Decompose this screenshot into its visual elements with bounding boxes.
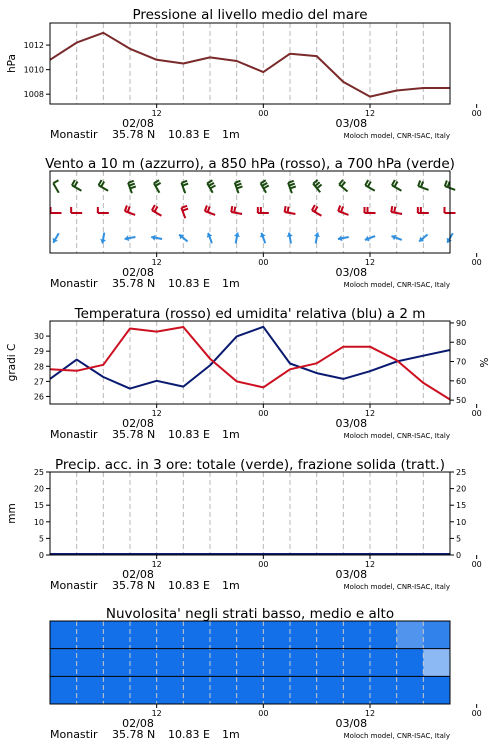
y-tick-label: 1010 <box>23 65 44 75</box>
x-tick-label: 00 <box>471 709 482 718</box>
wind-barb-flag <box>418 180 420 186</box>
x-tick-label: 00 <box>471 109 482 118</box>
station-name: Monastir <box>50 128 98 141</box>
cloud-cell <box>370 621 397 649</box>
x-tick-label: 12 <box>151 258 162 267</box>
y2-tick-label: 90 <box>456 318 467 328</box>
wind-barb <box>260 233 266 243</box>
y-tick-label: 20 <box>33 484 44 494</box>
cloud-cell <box>77 621 104 649</box>
x-date-label: 03/08 <box>335 568 368 581</box>
wind-barb <box>418 180 428 189</box>
model-credit: Moloch model, CNR-ISAC, Italy <box>343 281 450 289</box>
model-credit: Moloch model, CNR-ISAC, Italy <box>343 132 450 140</box>
cloud-cell <box>370 676 397 704</box>
wind-barb <box>179 234 187 241</box>
wind-barb <box>392 180 402 191</box>
station-lat: 35.78 N <box>112 128 156 141</box>
x-tick-label: 12 <box>151 109 162 118</box>
cloud-cell <box>130 621 157 649</box>
x-tick-label: 00 <box>258 409 269 418</box>
wind-barb-flag <box>290 186 296 188</box>
wind-arrow-head <box>234 233 240 237</box>
y-tick-label: 0 <box>38 551 44 560</box>
wind-barb <box>99 180 109 191</box>
wind-barb <box>72 180 82 191</box>
cloud-cell <box>263 621 290 649</box>
wind-barb-flag <box>101 182 104 187</box>
wind-barb-flag <box>208 207 210 213</box>
cloud-cell <box>317 621 344 649</box>
y-tick-label: 1008 <box>23 90 44 100</box>
cloud-cell <box>237 649 264 677</box>
wind-barb-flag <box>205 205 207 211</box>
x-date-label: 02/08 <box>122 568 154 581</box>
cloud-cell <box>183 649 210 677</box>
wind-barb-flag <box>288 207 289 213</box>
station-lon: 10.83 E <box>168 728 210 741</box>
x-date-label: 03/08 <box>335 266 368 279</box>
cloud-cell <box>183 676 210 704</box>
y2-tick-label: 60 <box>456 376 467 386</box>
wind-barb-flag <box>338 205 340 211</box>
y-axis-label: gradi C <box>6 343 18 382</box>
x-date-label: 03/08 <box>335 717 368 730</box>
wind-barb <box>313 180 321 192</box>
wind-barb <box>100 233 106 244</box>
station-lat: 35.78 N <box>112 728 156 741</box>
pressure-line <box>50 33 450 97</box>
cloud-cell <box>290 649 317 677</box>
wind-barb-flag <box>448 182 450 188</box>
panel-title-clouds: Nuvolosita' negli strati basso, medio e alto <box>105 606 395 622</box>
wind-arrow-head <box>338 235 342 241</box>
wind-barb <box>53 180 59 193</box>
wind-barb-flag <box>368 182 371 187</box>
cloud-cell <box>290 676 317 704</box>
cloud-cell <box>397 649 424 677</box>
cloud-cell <box>397 621 424 649</box>
cloud-cell <box>50 621 77 649</box>
y-tick-label: 26 <box>33 392 44 402</box>
wind-barb-flag <box>261 180 266 183</box>
wind-barb-flag <box>395 182 398 187</box>
panel-title-wind: Vento a 10 m (azzurro), a 850 hPa (rosso), a 700 hPa (verde) <box>45 156 455 172</box>
wind-barb-flag <box>130 186 136 188</box>
station-elevation: 1m <box>222 277 240 290</box>
plot-frame-precip <box>50 472 450 555</box>
wind-barb-flag <box>237 186 243 188</box>
wind-barb-flag <box>155 207 158 212</box>
cloud-cell <box>50 676 77 704</box>
plot-frame-temp_rh <box>50 321 450 404</box>
y2-tick-label: 0 <box>456 551 462 560</box>
cloud-cell <box>157 649 184 677</box>
cloud-cell <box>103 621 130 649</box>
y-tick-label: 5 <box>38 534 44 544</box>
cloud-cell <box>183 621 210 649</box>
y2-tick-label: 80 <box>456 338 467 348</box>
cloud-cell <box>263 649 290 677</box>
wind-barb <box>365 180 375 191</box>
wind-barb-flag <box>341 207 343 213</box>
wind-barb <box>288 181 296 193</box>
panel-title-temp_rh: Temperatura (rosso) ed umidita' relativa (blu) a 2 m <box>74 306 426 322</box>
wind-barb-flag <box>75 182 78 187</box>
x-tick-label: 12 <box>364 409 376 418</box>
wind-barb-shaft <box>285 212 296 214</box>
station-lon: 10.83 E <box>168 428 210 441</box>
y-tick-label: 29 <box>33 347 44 357</box>
station-name: Monastir <box>50 428 98 441</box>
wind-barb <box>207 233 213 243</box>
wind-barb-shaft <box>53 183 59 193</box>
wind-barb-flag <box>128 181 134 183</box>
wind-barb-flag <box>445 180 447 186</box>
x-tick-label: 00 <box>471 409 482 418</box>
wind-barb-flag <box>392 180 395 185</box>
station-elevation: 1m <box>222 728 240 741</box>
wind-barb <box>207 180 215 193</box>
station-name: Monastir <box>50 277 98 290</box>
wind-barb-flag <box>288 181 294 183</box>
x-tick-label: 00 <box>258 109 269 118</box>
station-lat: 35.78 N <box>112 428 156 441</box>
cloud-cell <box>237 621 264 649</box>
wind-barb <box>287 233 293 244</box>
wind-barb-flag <box>154 180 159 183</box>
x-date-label: 02/08 <box>122 417 154 430</box>
x-tick-label: 00 <box>471 258 482 267</box>
cloud-cell <box>317 649 344 677</box>
y2-tick-label: 10 <box>456 517 467 527</box>
cloud-cell <box>210 676 237 704</box>
wind-barb-flag <box>72 180 75 185</box>
wind-barb <box>338 205 348 214</box>
station-lon: 10.83 E <box>168 579 210 592</box>
x-tick-label: 12 <box>151 409 162 418</box>
cloud-cell <box>343 676 370 704</box>
wind-barb <box>312 205 322 216</box>
wind-barb-flag <box>99 180 102 185</box>
y2-tick-label: 25 <box>456 468 467 477</box>
x-date-label: 03/08 <box>335 417 368 430</box>
y-tick-label: 28 <box>33 362 44 372</box>
wind-barb-flag <box>285 206 286 212</box>
model-credit: Moloch model, CNR-ISAC, Italy <box>343 432 450 440</box>
wind-barb-flag <box>391 206 392 212</box>
wind-barb-flag <box>234 207 235 213</box>
y2-tick-label: 50 <box>456 396 467 406</box>
y2-axis-label: % <box>479 357 491 368</box>
wind-barb <box>314 233 320 244</box>
x-tick-label: 12 <box>151 709 162 718</box>
wind-barb-flag <box>181 181 187 183</box>
y2-tick-label: 20 <box>456 484 467 494</box>
wind-barb-flag <box>207 180 212 183</box>
cloud-cell <box>343 621 370 649</box>
wind-barb <box>181 181 188 193</box>
wind-row-850hPa <box>51 205 456 218</box>
y-tick-label: 25 <box>33 468 44 477</box>
wind-arrow-head <box>125 235 129 241</box>
cloud-cell <box>210 621 237 649</box>
x-date-label: 03/08 <box>335 117 368 130</box>
wind-row-10m <box>53 233 453 244</box>
wind-barb-flag <box>312 205 315 210</box>
plot-frame-wind <box>50 171 450 253</box>
x-tick-label: 12 <box>364 709 376 718</box>
wind-arrow-head <box>100 239 106 243</box>
wind-barb-flag <box>53 180 58 183</box>
wind-barb <box>261 180 269 193</box>
wind-barb-flag <box>182 209 188 211</box>
wind-barb-flag <box>128 207 130 213</box>
wind-barb-flag <box>152 205 155 210</box>
cloud-cell <box>210 649 237 677</box>
cloud-cell <box>130 649 157 677</box>
y-tick-label: 1012 <box>23 41 44 51</box>
wind-row-700hPa <box>53 180 455 193</box>
wind-barb-flag <box>315 207 318 212</box>
y2-tick-label: 15 <box>456 501 467 511</box>
wind-barb-flag <box>421 182 423 188</box>
wind-barb <box>53 233 59 243</box>
cloud-cell <box>157 621 184 649</box>
y-tick-label: 30 <box>33 332 44 342</box>
x-date-label: 02/08 <box>122 717 154 730</box>
wind-barb <box>152 205 162 216</box>
cloud-cell <box>237 676 264 704</box>
wind-barb-flag <box>125 205 127 211</box>
station-elevation: 1m <box>222 428 240 441</box>
model-credit: Moloch model, CNR-ISAC, Italy <box>343 732 450 740</box>
x-tick-label: 12 <box>364 109 376 118</box>
wind-barb-flag <box>394 207 395 213</box>
cloud-cell <box>397 676 424 704</box>
wind-barb <box>128 181 136 193</box>
model-credit: Moloch model, CNR-ISAC, Italy <box>343 583 450 591</box>
cloud-cell <box>423 621 450 649</box>
x-tick-label: 12 <box>364 258 376 267</box>
wind-barb <box>235 181 243 193</box>
cloud-cell <box>77 676 104 704</box>
wind-barb <box>205 205 215 214</box>
cloud-cell <box>290 621 317 649</box>
y2-tick-label: 5 <box>456 534 462 544</box>
x-tick-label: 12 <box>151 560 162 569</box>
station-lon: 10.83 E <box>168 128 210 141</box>
panel-title-pressure: Pressione al livello medio del mare <box>132 7 368 23</box>
x-date-label: 02/08 <box>122 266 154 279</box>
x-tick-label: 00 <box>258 258 269 267</box>
cloud-cell <box>103 676 130 704</box>
cloud-cell <box>103 649 130 677</box>
wind-arrow-head <box>151 235 155 241</box>
wind-barb-flag <box>264 185 269 188</box>
wind-barb <box>181 206 188 218</box>
cloud-cell <box>263 676 290 704</box>
x-tick-label: 00 <box>258 560 269 569</box>
station-lat: 35.78 N <box>112 277 156 290</box>
x-date-label: 02/08 <box>122 117 154 130</box>
x-tick-label: 12 <box>364 560 376 569</box>
station-elevation: 1m <box>222 128 240 141</box>
y2-tick-label: 70 <box>456 357 467 367</box>
cloud-cell <box>157 676 184 704</box>
cloud-cell <box>50 649 77 677</box>
cloud-cell <box>370 649 397 677</box>
x-tick-label: 00 <box>258 709 269 718</box>
y-tick-label: 27 <box>33 377 44 387</box>
y-tick-label: 15 <box>33 501 44 511</box>
station-name: Monastir <box>50 579 98 592</box>
cloud-cell <box>130 676 157 704</box>
x-tick-label: 00 <box>471 560 482 569</box>
wind-barb-flag <box>210 185 215 188</box>
cloud-cell <box>423 676 450 704</box>
wind-barb <box>125 205 135 214</box>
wind-barb-flag <box>235 181 241 183</box>
station-name: Monastir <box>50 728 98 741</box>
wind-barb-shaft <box>231 212 242 214</box>
wind-arrow-head <box>287 233 293 237</box>
wind-barb <box>51 207 62 213</box>
y-tick-label: 10 <box>33 517 44 527</box>
wind-barb-flag <box>231 206 232 212</box>
wind-barb-flag <box>365 180 368 185</box>
station-lon: 10.83 E <box>168 277 210 290</box>
wind-barb <box>154 180 161 193</box>
cloud-cell <box>77 649 104 677</box>
station-lat: 35.78 N <box>112 579 156 592</box>
panel-title-precip: Precip. acc. in 3 ore: totale (verde), frazione solida (tratt.) <box>55 457 445 473</box>
y-axis-label: hPa <box>6 54 18 73</box>
wind-arrow-head <box>314 233 320 237</box>
station-elevation: 1m <box>222 579 240 592</box>
y-axis-label: mm <box>6 503 18 524</box>
wind-barb <box>234 233 240 244</box>
cloud-cell <box>317 676 344 704</box>
cloud-cell <box>423 649 450 677</box>
wind-barb-flag <box>181 206 187 208</box>
wind-barb-shaft <box>391 212 402 214</box>
cloud-cell <box>343 649 370 677</box>
